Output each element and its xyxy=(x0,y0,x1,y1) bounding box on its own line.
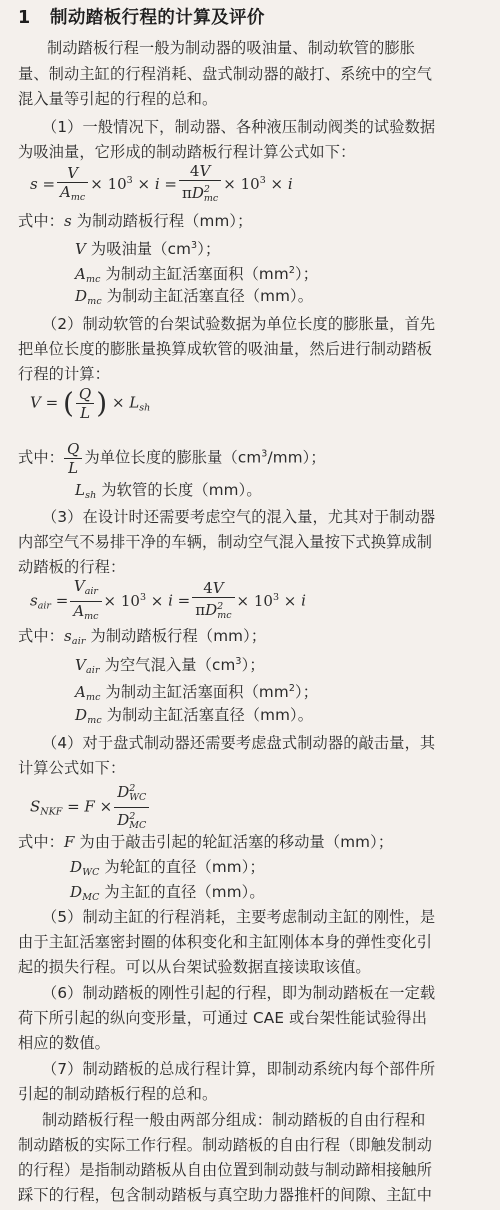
paragraph-line: 混入量等引起的行程的总和。 xyxy=(18,90,218,108)
paragraph-line: 把单位长度的膨胀量换算成软管的吸油量，然后进行制动踏板 xyxy=(18,340,433,358)
formula-air-stroke: $s_{air}$ = $\frac{V_{air}}{A_{mc}}$ × $10^3 \times i$ = $\frac{4V}{\pi D^2_{mc}}$ × $10^3 \times i$ xyxy=(30,577,306,622)
definition-row: 式中： $\frac{Q}{L}$ 为单位长度的膨胀量$(cm^3/mm)$； xyxy=(18,440,326,477)
definition-row: $D_{mc}$ 为制动主缸活塞直径（mm）。 xyxy=(75,287,314,307)
paragraph-line: 为吸油量，它形成的制动踏板行程计算公式如下： xyxy=(18,143,356,161)
paragraph-line: 量、制动主缸的行程消耗、盘式制动器的敲打、系统中的空气 xyxy=(18,65,433,83)
paragraph-line: （2）制动软管的台架试验数据为单位长度的膨胀量，首先 xyxy=(42,315,436,333)
paragraph-line: （5）制动主缸的行程消耗，主要考虑制动主缸的刚性，是 xyxy=(42,908,436,926)
paragraph-line: （3）在设计时还需要考虑空气的混入量，尤其对于制动器 xyxy=(42,508,436,526)
paragraph-line: 制动踏板行程一般为制动器的吸油量、制动软管的膨胀 xyxy=(47,39,416,57)
paragraph-line: 动踏板的行程： xyxy=(18,558,126,576)
formula-knock-back: $S_{NKF} = F$ × $\frac{D^2_{WC}}{D^2_{MC}}$ xyxy=(30,780,151,835)
paragraph-line: 踩下的行程，包含制动踏板与真空助力器推杆的间隙、主缸中 xyxy=(18,1186,433,1204)
paragraph-line: 荷下所引起的纵向变形量，可通过 CAE 或台架性能试验得出 xyxy=(18,1009,428,1027)
definition-row: 式中：s 为制动踏板行程（mm）； xyxy=(18,212,253,230)
definition-row: 式中：F 为由于敲击引起的轮缸活塞的移动量（mm）； xyxy=(18,833,394,851)
definition-row: 式中：$s_{air}$ 为制动踏板行程（mm）； xyxy=(18,627,267,647)
definition-row: $L_{sh}$ 为软管的长度（mm）。 xyxy=(75,481,262,501)
paragraph-line: （7）制动踏板的总成行程计算，即制动系统内每个部件所 xyxy=(42,1060,436,1078)
paragraph-line: 计算公式如下： xyxy=(18,759,126,777)
section-number: 1 xyxy=(18,8,31,28)
paragraph-line: 行程的计算： xyxy=(18,365,111,383)
definition-row: $A_{mc}$ 为制动主缸活塞面积$(mm^2)$； xyxy=(75,683,319,703)
definition-row: $D_{WC}$ 为轮缸的直径（mm）； xyxy=(70,858,265,878)
paragraph-line: 相应的数值。 xyxy=(18,1034,111,1052)
paragraph-line: 制动踏板行程一般由两部分组成：制动踏板的自由行程和 xyxy=(42,1111,426,1129)
definition-row: $V_{air}$ 为空气混入量$(cm^3)$； xyxy=(75,656,265,676)
definition-row: $D_{mc}$ 为制动主缸活塞直径（mm）。 xyxy=(75,706,314,726)
paragraph-line: 制动踏板的实际工作行程。制动踏板的自由行程（即触发制动 xyxy=(18,1136,433,1154)
formula-hose-volume: V = ( $\frac{Q}{L}$ ) × $L_{sh}$ xyxy=(30,385,151,422)
paragraph-line: （1）一般情况下，制动器、各种液压制动阀类的试验数据 xyxy=(42,118,436,136)
paragraph-line: 内部空气不易排干净的车辆，制动空气混入量按下式换算成制 xyxy=(18,533,433,551)
paragraph-line: （4）对于盘式制动器还需要考虑盘式制动器的敲击量，其 xyxy=(42,734,436,752)
definition-row: $D_{MC}$ 为主缸的直径（mm）。 xyxy=(70,883,265,903)
paragraph-line: （6）制动踏板的刚性引起的行程，即为制动踏板在一定载 xyxy=(42,984,436,1002)
definition-row: V 为吸油量$(cm^3)$； xyxy=(75,240,221,258)
formula-pedal-stroke: s = $\frac{V}{A_{mc}}$ × $10^3 \times i$ = $\frac{4V}{\pi D^2_{mc}}$ × $10^3 \times i$ xyxy=(30,162,293,204)
section-heading xyxy=(18,8,500,28)
where-label: 式中： xyxy=(18,212,65,230)
paragraph-line: 起的损失行程。可以从台架试验数据直接读取该值。 xyxy=(18,958,371,976)
definition-row: $A_{mc}$ 为制动主缸活塞面积$(mm^2)$； xyxy=(75,265,319,285)
paragraph-line: 引起的制动踏板行程的总和。 xyxy=(18,1085,218,1103)
section-title: 制动踏板行程的计算及评价 xyxy=(50,8,265,28)
paragraph-line: 由于主缸活塞密封圈的体积变化和主缸刚体本身的弹性变化引 xyxy=(18,933,433,951)
paragraph-line: 的行程）是指制动踏板从自由位置到制动鼓与制动蹄相接触所 xyxy=(18,1161,433,1179)
